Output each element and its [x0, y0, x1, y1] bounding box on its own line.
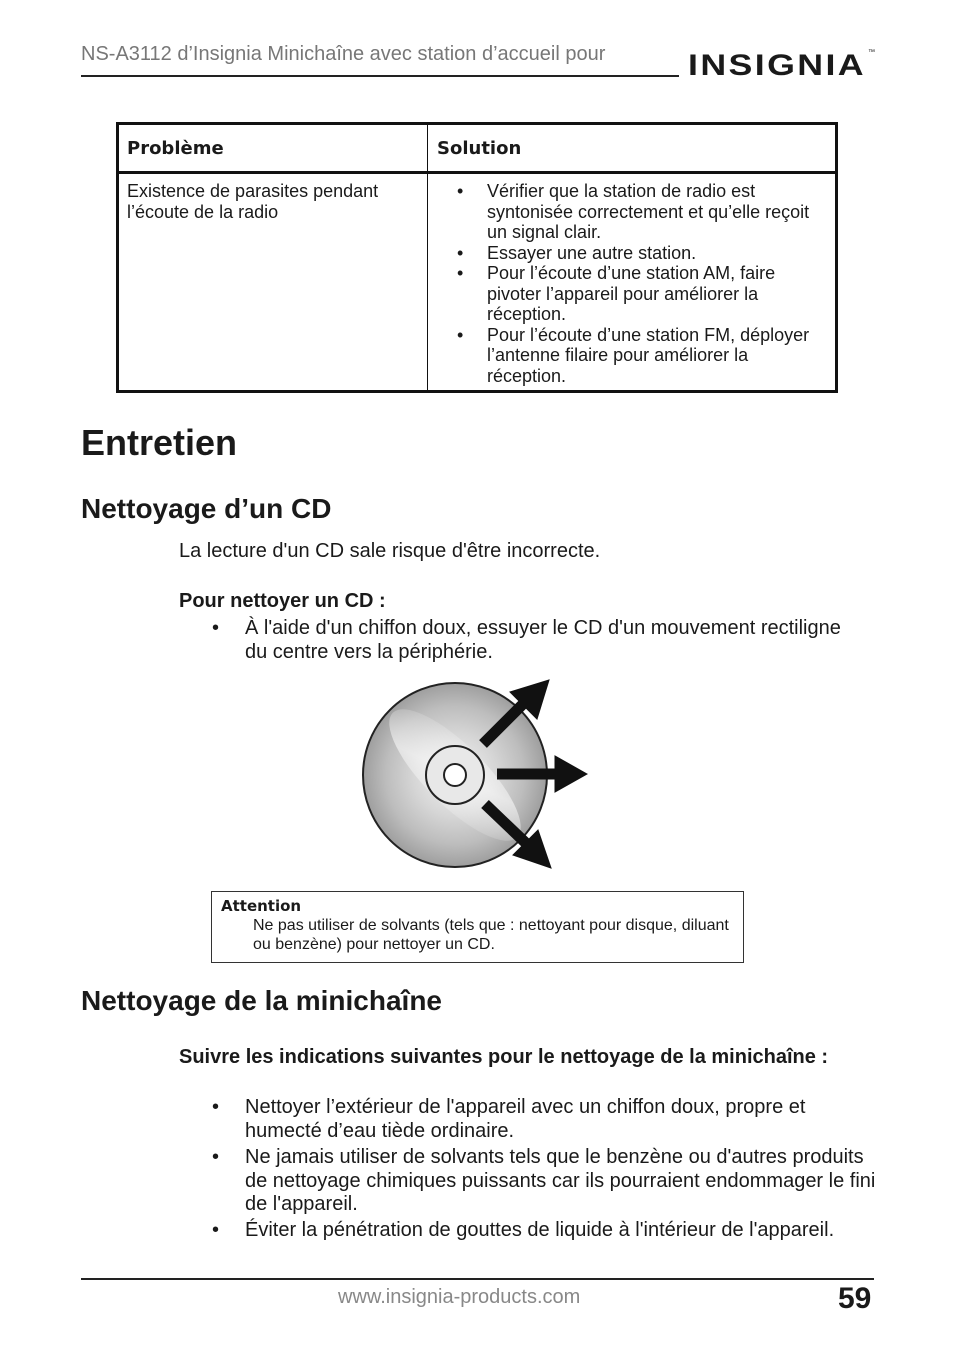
table-column-rule [427, 125, 428, 390]
table-header-solution: Solution [437, 138, 522, 159]
attention-text: Ne pas utiliser de solvants (tels que : nettoyant pour disque, diluant ou benzène) pour nettoyer un CD. [253, 917, 729, 953]
cd-cleaning-illustration [355, 672, 595, 872]
system-howto-label: Suivre les indications suivantes pour le nettoyage de la minichaîne : [179, 1046, 829, 1068]
system-bullet-item [212, 1146, 885, 1217]
logo-text: INSIGNIA [688, 49, 866, 82]
troubleshooting-table [116, 122, 838, 393]
logo-trademark: ™ [868, 49, 875, 56]
solution-item: • Pour l’écoute d’une station FM, déployer l’antenne filaire pour améliorer la réception. [457, 325, 827, 387]
solution-item: • Pour l’écoute d’une station AM, faire pivoter l’appareil pour améliorer la réception. [457, 263, 827, 325]
attention-note [211, 891, 744, 963]
cd-intro-text: La lecture d'un CD sale risque d'être incorrecte. [179, 540, 601, 562]
bullet-dot: • [212, 1096, 220, 1118]
insignia-logo [688, 38, 880, 88]
section-title-entretien: Entretien [81, 422, 238, 463]
bullet-text: Nettoyer l’extérieur de l'appareil avec un chiffon doux, propre et humecté d’eau tiède ordinaire. [245, 1096, 806, 1142]
header-title: NS-A3112 d’Insignia Minichaîne avec station d’accueil pour [81, 43, 606, 65]
cd-bullet-item [212, 617, 855, 664]
bullet-text: Ne jamais utiliser de solvants tels que le benzène ou d'autres produits de nettoyage chimiques puissants car ils pourraient endommager le fini de l'appareil. [245, 1146, 876, 1215]
solution-item: • Vérifier que la station de radio est syntonisée correctement et qu’elle reçoit un signal clair. [457, 181, 827, 243]
table-cell-problem: Existence de parasites pendant l’écoute de la radio [127, 181, 379, 222]
bullet-dot: • [212, 617, 220, 639]
table-cell-solutions [457, 181, 827, 386]
heading-system-cleaning: Nettoyage de la minichaîne [81, 985, 442, 1016]
footer-rule [81, 1278, 874, 1280]
system-bullet-item [212, 1219, 885, 1243]
solution-item: • Essayer une autre station. [457, 243, 827, 264]
page-number: 59 [838, 1282, 872, 1315]
table-header-rule [119, 171, 835, 174]
header-rule [81, 75, 679, 77]
heading-cd-cleaning: Nettoyage d’un CD [81, 493, 332, 524]
cd-howto-label: Pour nettoyer un CD : [179, 590, 386, 612]
attention-label: Attention [221, 897, 302, 915]
system-bullet-item [212, 1096, 885, 1143]
footer-url: www.insignia-products.com [338, 1286, 581, 1308]
bullet-text: À l'aide d'un chiffon doux, essuyer le CD d'un mouvement rectiligne du centre vers la périphérie. [245, 617, 841, 663]
bullet-dot: • [212, 1146, 220, 1168]
bullet-dot: • [212, 1219, 220, 1241]
table-header-probleme: Problème [127, 138, 224, 159]
bullet-text: Éviter la pénétration de gouttes de liquide à l'intérieur de l'appareil. [245, 1219, 835, 1241]
